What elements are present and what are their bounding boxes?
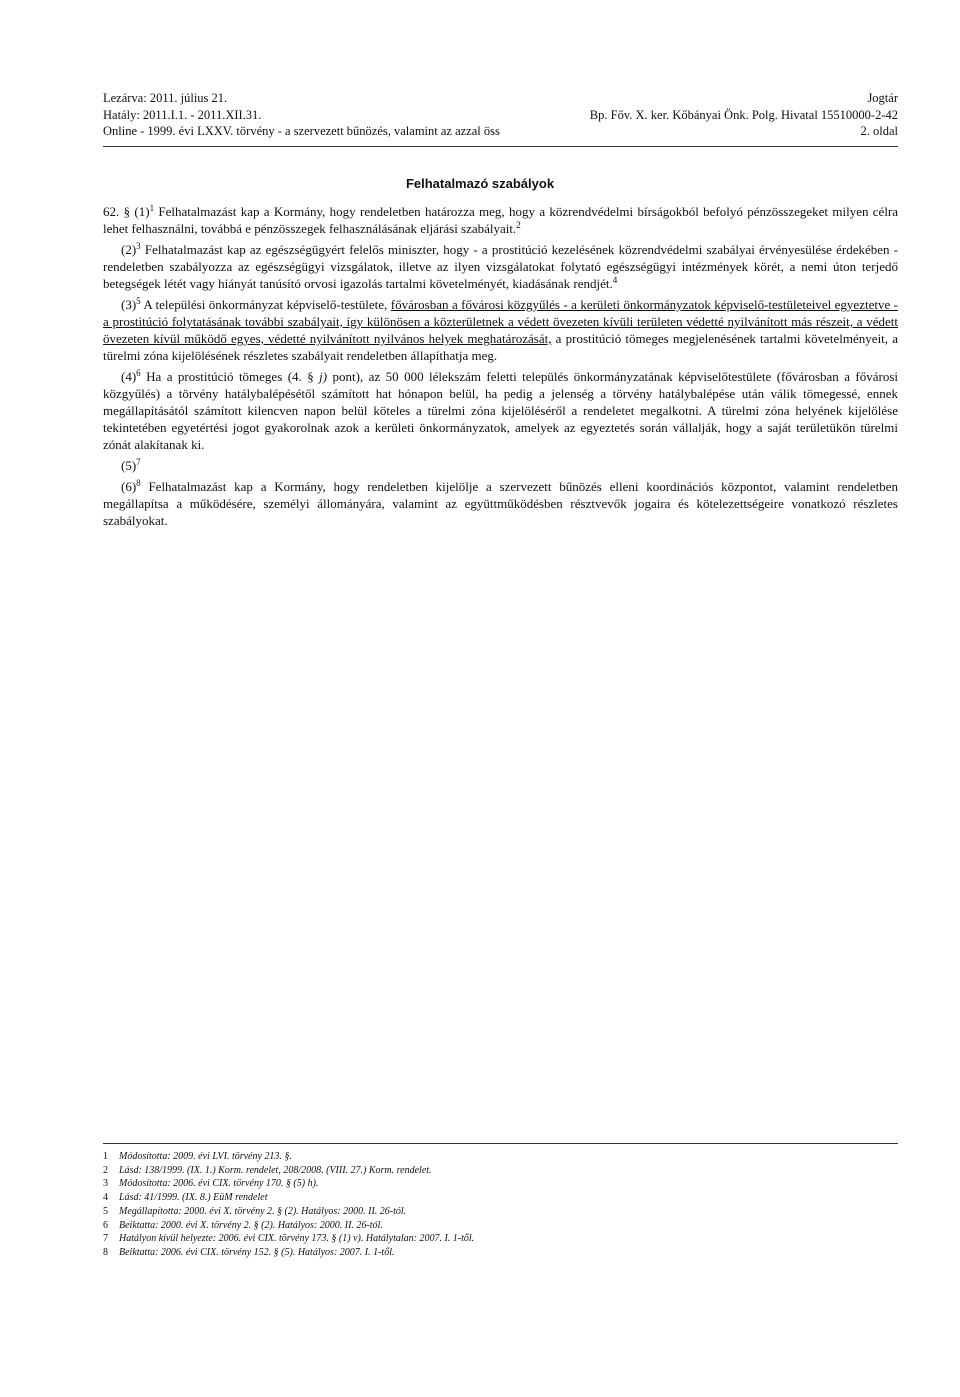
paragraph-text: Felhatalmazást kap a Kormány, hogy rendeletben határozza meg, hogy a közrendvédelmi bírságokból befolyó pénzösszegeket milyen célra lehet felhasználni, továbbá e pénzösszegek felhasználásának eljárási szabályait.: [103, 204, 899, 236]
footnote-text: Beiktatta: 2006. évi CIX. törvény 152. § (5). Hatályos: 2007. I. 1-től.: [119, 1246, 395, 1258]
footnote-item: [103, 1232, 898, 1246]
paragraph-text: Felhatalmazást kap a Kormány, hogy rendeletben kijelölje a szervezett bűnözés elleni koordinációs központot, valamint rendeletben megállapítsa a működésére, személyi állományára, valamint az együttműködésben résztvevők jogaira és kötelezettségeire vonatkozó részletes szabályokat.: [103, 479, 899, 528]
footnote-number: 1: [103, 1151, 108, 1162]
header-closed-date: Lezárva: 2011. július 21.: [103, 91, 228, 105]
paragraph-number: (3): [121, 297, 137, 312]
footnote-text: Lásd: 41/1999. (IX. 8.) EüM rendelet: [119, 1192, 268, 1204]
footnote-ref[interactable]: 5: [136, 296, 141, 306]
header-law-title: Online - 1999. évi LXXV. törvény - a szervezett bűnözés, valamint az azzal öss: [103, 124, 500, 138]
footnote-text: Beiktatta: 2000. évi X. törvény 2. § (2). Hatályos: 2000. II. 26-tól.: [119, 1219, 383, 1231]
footnote-number: 5: [103, 1205, 108, 1217]
paragraph-2: [103, 241, 898, 292]
section-title: Felhatalmazó szabályok: [405, 176, 555, 191]
footnote-item: [103, 1164, 898, 1178]
header-page-number: 2. oldal: [860, 124, 898, 138]
footnote-number: 8: [103, 1246, 108, 1258]
header-validity: Hatály: 2011.I.1. - 2011.XII.31.: [103, 107, 262, 122]
footnote-item: [103, 1150, 898, 1164]
paragraph-6: [103, 478, 898, 529]
footnote-item: [103, 1177, 898, 1191]
paragraph-4: [103, 368, 898, 453]
paragraph-text: pont), az 50 000 lélekszám feletti település önkormányzatának képviselőtestülete (fővárosban a fővárosi közgyűlés) a törvény hatálybalépésétől számított hat hónapon belül, ha pedig a jelenség a törvény hatálybalépése után válik tömegessé, ennek megállapításától számított kilencven napon belül köteles a türelmi zóna kijelöléséről a rendeletet megalkotni. A türelmi zóna helyének kijelölése tekintetében egyetértési jogot gyakorolnak azok a kerületi önkormányzatok, amelyek az egyeztetés során vállalják, hogy a saját területükön türelmi zónát alakítanak ki.: [103, 369, 899, 452]
footnote-text: Módosította: 2009. évi LVI. törvény 213. §.: [119, 1151, 292, 1162]
paragraph-number: (4): [121, 369, 137, 384]
footnote-number: 6: [103, 1219, 108, 1231]
footnote-text: Hatályon kívül helyezte: 2006. évi CIX. törvény 173. § (1) v). Hatálytalan: 2007. I. 1-től.: [119, 1233, 475, 1245]
footnote-ref[interactable]: 3: [136, 241, 141, 251]
section-number: 62.: [103, 204, 120, 219]
paragraph-text-before: A települési önkormányzat képviselő-testülete,: [143, 297, 388, 312]
paragraph-text-after: a prostitúció tömeges megjelenésének tartalmi követelményeit, a türelmi zóna kijelölésének részletes szabályait rendeletben állapíthatja meg.: [103, 331, 898, 363]
footnote-item: [103, 1191, 898, 1205]
paragraph-number: (2): [121, 242, 137, 257]
paragraph-point-ref: j): [319, 369, 328, 384]
paragraph-5: [103, 457, 898, 474]
footnote-ref[interactable]: 1: [149, 203, 155, 213]
paragraph-number: (6): [121, 479, 137, 494]
footnote-ref[interactable]: 8: [136, 478, 141, 488]
footnote-divider: [103, 1143, 898, 1144]
paragraph-1: [103, 203, 898, 237]
footnote-number: 3: [103, 1178, 108, 1190]
paragraph-number: (1): [134, 204, 150, 219]
footnote-number: 7: [103, 1233, 108, 1245]
section-body: [103, 203, 898, 533]
footnote-item: [103, 1219, 898, 1233]
paragraph-number: (5): [121, 458, 137, 473]
footnote-text: Módosította: 2006. évi CIX. törvény 170. § (5) h).: [119, 1178, 319, 1190]
paragraph-sign: §: [123, 204, 131, 219]
footnote-text: Lásd: 138/1999. (IX. 1.) Korm. rendelet, 208/2008. (VIII. 27.) Korm. rendelet.: [119, 1164, 432, 1176]
paragraph-text-underlined: fővárosban a fővárosi közgyűlés - a kerületi önkormányzatok képviselő-testületeivel egyeztetve - a prostitúció folytatásának további szabályait, így különösen a közterületnek a védett övezeten kívüli területen védetté nyilvánított más részeit, a védett övezeten kívül működő egyes, védetté nyilvánított nyilvános helyek meghatározását,: [103, 297, 899, 346]
footnotes: [103, 1150, 898, 1260]
header-left: [103, 90, 523, 140]
footnote-number: 2: [103, 1164, 108, 1176]
header-divider: [103, 146, 898, 147]
header-licensee: Bp. Főv. X. ker. Kőbányai Önk. Polg. Hivatal 15510000-2-42: [589, 107, 898, 122]
footnote-text: Megállapította: 2000. évi X. törvény 2. § (2). Hatályos: 2000. II. 26-tól.: [119, 1205, 407, 1217]
paragraph-text: Felhatalmazást kap az egészségügyért felelős miniszter, hogy - a prostitúció kezelésének közrendvédelmi szabályai érvényesülése érdekében - rendeletben szabályozza az egészségügyi vizsgálatok, illetve az ilyen vizsgálatokat folytató egészségügyi intézmények körét, a nemi úton terjedő betegségek létét vagy hiányát tanúsító orvosi igazolás tartalmi követelményét, kiadásának rendjét.: [103, 242, 898, 291]
footnote-ref[interactable]: 4: [612, 275, 618, 285]
footnote-number: 4: [103, 1192, 108, 1204]
footnote-ref[interactable]: 7: [136, 457, 141, 467]
footnote-ref[interactable]: 6: [136, 368, 141, 378]
paragraph-text: Ha a prostitúció tömeges (4. §: [146, 369, 314, 384]
header-brand: Jogtár: [867, 91, 898, 105]
footnote-ref[interactable]: 2: [516, 220, 521, 230]
paragraph-3: [103, 296, 898, 364]
footnote-item: [103, 1205, 898, 1219]
footnote-item: [103, 1246, 898, 1260]
header-right: [478, 90, 898, 140]
